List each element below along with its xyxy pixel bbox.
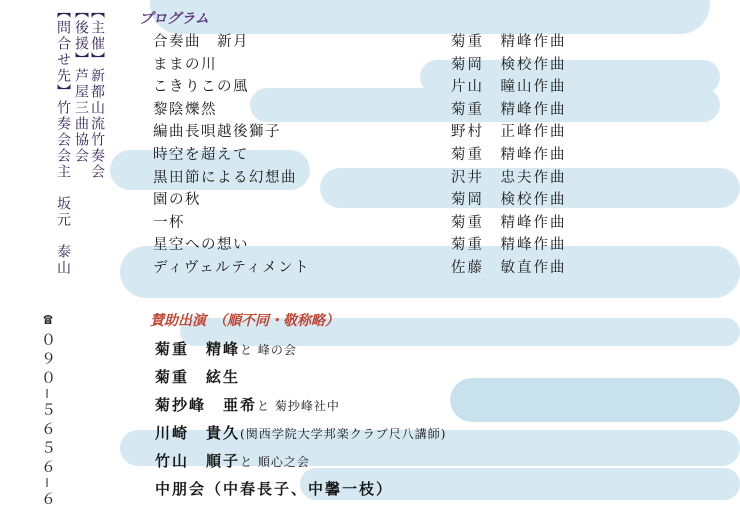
performer-item xyxy=(155,422,635,450)
program-item xyxy=(153,98,593,121)
sponsor-line: 【後援】芦屋三曲協会 xyxy=(73,4,89,164)
performer-item xyxy=(155,366,635,394)
piece-title: 合奏曲 新月 xyxy=(153,34,249,50)
piece-composer: 菊岡 検校作曲 xyxy=(451,192,567,209)
support-heading: 賛助出演 （順不同・敬称略） xyxy=(150,313,339,329)
piece-composer: 菊重 精峰作曲 xyxy=(451,34,567,50)
performer-item xyxy=(155,478,635,506)
performer-name: 菊重 絃生 xyxy=(155,368,241,386)
program-item xyxy=(153,166,593,189)
performer-item xyxy=(155,450,635,478)
performer-item xyxy=(155,338,635,366)
piece-title: 星空への想い xyxy=(153,237,249,254)
performer-note: と 菊抄峰社中 xyxy=(257,399,340,413)
piece-composer: 菊重 精峰作曲 xyxy=(451,101,567,118)
program-item xyxy=(153,120,593,143)
program-item xyxy=(153,75,593,98)
piece-composer: 佐藤 敏直作曲 xyxy=(451,259,567,276)
performer-name: 竹山 順子 xyxy=(155,452,241,470)
piece-title: 黒田節による幻想曲 xyxy=(153,169,297,186)
piece-composer: 沢井 忠夫作曲 xyxy=(451,169,567,186)
piece-composer: 片山 瞳山作曲 xyxy=(451,79,567,96)
performer-name: 菊重 精峰 xyxy=(155,340,241,358)
program-item xyxy=(153,30,593,53)
support-list xyxy=(155,338,635,506)
performer-note: (関西学院大学邦楽クラブ尺八講師) xyxy=(240,427,447,441)
program-item xyxy=(153,188,593,211)
piece-composer: 菊重 精峰作曲 xyxy=(451,214,567,231)
program-item xyxy=(153,256,593,279)
program-item xyxy=(153,53,593,76)
piece-title: ディヴェルティメント xyxy=(153,259,311,276)
performer-name: 川崎 貴久 xyxy=(155,424,241,442)
performer-name: 菊抄峰 亜希 xyxy=(155,396,258,414)
program-item xyxy=(153,211,593,234)
piece-title: こきりこの風 xyxy=(153,79,249,96)
piece-composer: 野村 正峰作曲 xyxy=(451,124,567,141)
contact-line: 【問合せ先】竹奏会会主 坂元 泰山 xyxy=(55,4,71,276)
program-item xyxy=(153,233,593,256)
phone-number: ☎０９０—５６５６—６ xyxy=(39,310,57,510)
organizer-line: 【主催】新都山流竹奏会 xyxy=(89,4,105,180)
piece-title: 黎陰爍然 xyxy=(153,101,217,118)
program-item xyxy=(153,143,593,166)
performer-note: と 順心之会 xyxy=(240,455,310,469)
program-heading: プログラム xyxy=(139,11,209,27)
piece-title: ままの川 xyxy=(153,56,217,73)
piece-composer: 菊重 精峰作曲 xyxy=(451,146,567,163)
piece-composer: 菊岡 検校作曲 xyxy=(451,56,567,73)
sidebar xyxy=(39,0,108,510)
piece-composer: 菊重 精峰作曲 xyxy=(451,237,567,254)
program-list xyxy=(153,30,593,279)
performer-note: と 峰の会 xyxy=(240,343,297,357)
piece-title: 一杯 xyxy=(153,214,185,231)
piece-title: 編曲長唄越後獅子 xyxy=(153,124,281,141)
performer-item xyxy=(155,394,635,422)
piece-title: 園の秋 xyxy=(153,192,201,209)
piece-title: 時空を超えて xyxy=(153,146,249,163)
cloud-band xyxy=(150,0,710,34)
performer-name: 中朋会（中春長子、中馨一枝） xyxy=(155,480,394,498)
